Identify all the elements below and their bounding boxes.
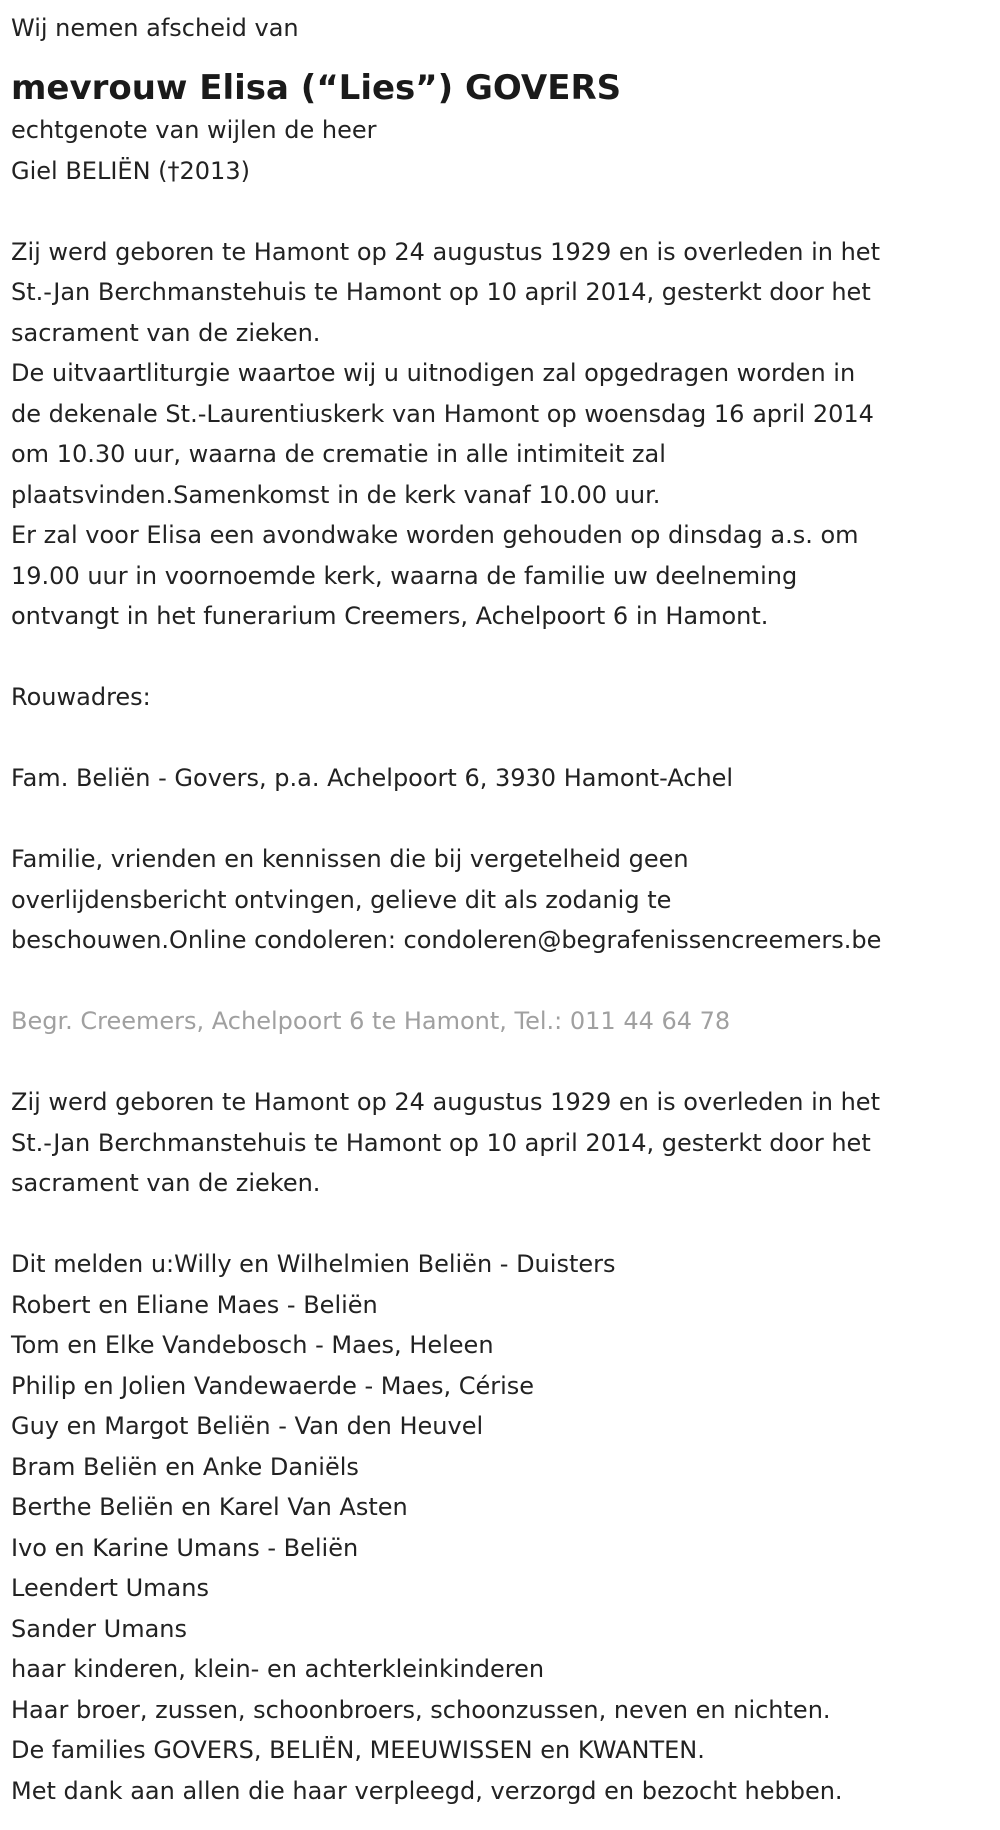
mourning-address-label: Rouwadres: xyxy=(11,683,151,711)
spacer xyxy=(11,191,1000,232)
family-line: Guy en Margot Beliën - Van den Heuvel xyxy=(11,1412,484,1440)
spacer xyxy=(11,799,1000,840)
birth-repeat-block xyxy=(11,1082,1000,1204)
family-line: Bram Beliën en Anke Daniëls xyxy=(11,1452,359,1481)
spacer xyxy=(11,637,1000,678)
family-line: Ivo en Karine Umans - Beliën xyxy=(11,1533,359,1562)
deceased-name: mevrouw Elisa (“Lies”) GOVERS xyxy=(11,68,622,108)
announcement-line: 19.00 uur in voornoemde kerk, waarna de familie uw deelneming xyxy=(11,561,798,590)
announcement-block xyxy=(11,232,1000,637)
announcement-line: St.-Jan Berchmanstehuis te Hamont op 10 april 2014, gesterkt door het xyxy=(11,278,871,306)
spacer xyxy=(11,961,1000,1002)
notice-block xyxy=(11,839,1000,961)
family-line: haar kinderen, klein- en achterkleinkinderen xyxy=(11,1655,545,1683)
announcement-line: Er zal voor Elisa een avondwake worden gehouden op dinsdag a.s. om xyxy=(11,521,859,549)
family-line: Dit melden u:Willy en Wilhelmien Beliën - Duisters xyxy=(11,1250,616,1278)
spacer xyxy=(11,1204,1000,1245)
family-line: Tom en Elke Vandebosch - Maes, Heleen xyxy=(11,1331,494,1359)
family-block xyxy=(11,1244,1000,1811)
announcement-line: sacrament van de zieken. xyxy=(11,318,321,347)
spacer xyxy=(11,718,1000,759)
spacer xyxy=(11,1042,1000,1083)
announcement-line: De uitvaartliturgie waartoe wij u uitnodigen zal opgedragen worden in xyxy=(11,359,856,387)
family-line: Philip en Jolien Vandewaerde - Maes, Cérise xyxy=(11,1371,535,1400)
notice-line: beschouwen.Online condoleren: condoleren@begrafenissencreemers.be xyxy=(11,926,882,954)
birth-line: sacrament van de zieken. xyxy=(11,1169,321,1197)
announcement-line: de dekenale St.-Laurentiuskerk van Hamont op woensdag 16 april 2014 xyxy=(11,399,874,428)
birth-line: Zij werd geboren te Hamont op 24 augustus 1929 en is overleden in het xyxy=(11,1088,880,1116)
spouse-line-2: Giel BELIËN (†2013) xyxy=(11,156,250,185)
notice-line: overlijdensbericht ontvingen, gelieve dit als zodanig te xyxy=(11,885,672,914)
family-line: De families GOVERS, BELIËN, MEEUWISSEN en KWANTEN. xyxy=(11,1736,705,1764)
funeral-home-info: Begr. Creemers, Achelpoort 6 te Hamont, Tel.: 011 44 64 78 xyxy=(11,1007,731,1035)
announcement-line: om 10.30 uur, waarna de crematie in alle intimiteit zal xyxy=(11,440,666,468)
spouse-line-1: echtgenote van wijlen de heer xyxy=(11,116,377,144)
family-line: Robert en Eliane Maes - Beliën xyxy=(11,1290,378,1319)
family-line: Met dank aan allen die haar verpleegd, verzorgd en bezocht hebben. xyxy=(11,1776,843,1805)
announcement-line: ontvangt in het funerarium Creemers, Achelpoort 6 in Hamont. xyxy=(11,602,769,630)
mourning-address: Fam. Beliën - Govers, p.a. Achelpoort 6, 3930 Hamont-Achel xyxy=(11,764,734,792)
family-line: Haar broer, zussen, schoonbroers, schoonzussen, neven en nichten. xyxy=(11,1695,831,1724)
notice-line: Familie, vrienden en kennissen die bij vergetelheid geen xyxy=(11,845,689,873)
announcement-line: Zij werd geboren te Hamont op 24 augustus 1929 en is overleden in het xyxy=(11,237,880,266)
announcement-line: plaatsvinden.Samenkomst in de kerk vanaf 10.00 uur. xyxy=(11,480,661,509)
birth-line: St.-Jan Berchmanstehuis te Hamont op 10 april 2014, gesterkt door het xyxy=(11,1128,871,1157)
family-line: Leendert Umans xyxy=(11,1574,209,1602)
family-line: Berthe Beliën en Karel Van Asten xyxy=(11,1493,408,1521)
family-line: Sander Umans xyxy=(11,1614,188,1643)
intro-text: Wij nemen afscheid van xyxy=(11,14,299,42)
